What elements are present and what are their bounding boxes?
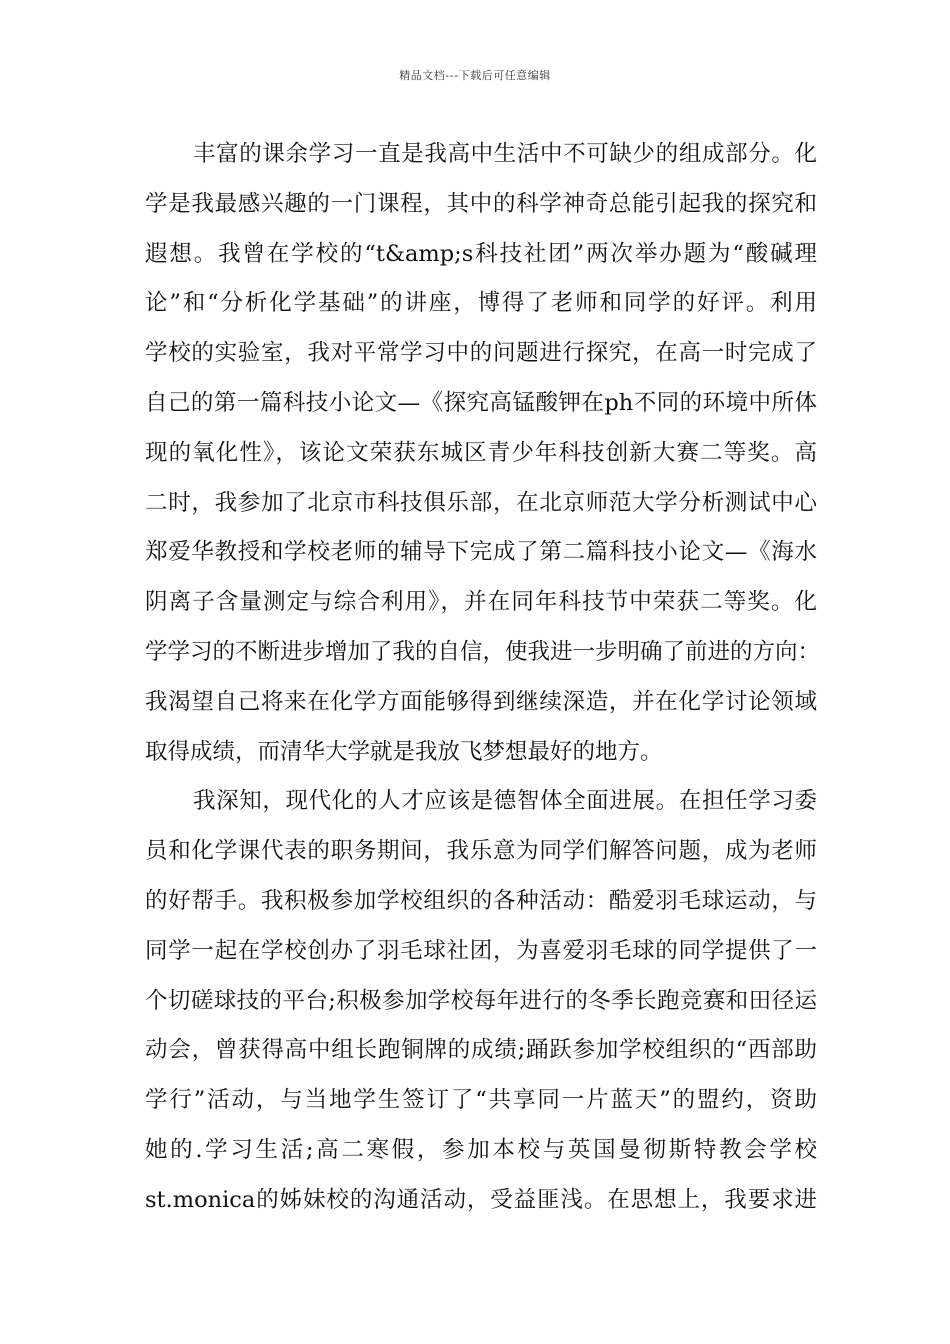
- text-line: 员和化学课代表的职务期间，我乐意为同学们解答问题，成为老师: [145, 838, 817, 865]
- paragraph-1: [145, 130, 821, 777]
- text-line: 学校的实验室，我对平常学习中的问题进行探究，在高一时完成了: [145, 340, 817, 367]
- text-line: 同学一起在学校创办了羽毛球社团，为喜爱羽毛球的同学提供了一: [145, 937, 817, 964]
- text-line: 自己的第一篇科技小论文—《探究高锰酸钾在ph不同的环境中所体: [145, 389, 817, 416]
- text-line: 二时，我参加了北京市科技俱乐部，在北京师范大学分析测试中心: [145, 489, 817, 516]
- text-line: 遐想。我曾在学校的“t&amp;s科技社团”两次举办题为“酸碱理: [145, 240, 817, 267]
- text-line: 个切磋球技的平台;积极参加学校每年进行的冬季长跑竞赛和田径运: [145, 987, 817, 1014]
- text-line: 我深知，现代化的人才应该是德智体全面进展。在担任学习委: [193, 788, 817, 815]
- text-line: 丰富的课余学习一直是我高中生活中不可缺少的组成部分。化: [193, 141, 817, 167]
- text-line: 学学习的不断进步增加了我的自信，使我进一步明确了前进的方向：: [145, 638, 821, 665]
- text-line: 学是我最感兴趣的一门课程，其中的科学神奇总能引起我的探究和: [145, 190, 817, 217]
- text-line: 现的氧化性》，该论文荣获东城区青少年科技创新大赛二等奖。高: [145, 439, 817, 466]
- text-line: 她的.学习生活;高二寒假，参加本校与英国曼彻斯特教会学校: [145, 1136, 817, 1163]
- document-body: [145, 130, 821, 1226]
- text-line: 我渴望自己将来在化学方面能够得到继续深造，并在化学讨论领域: [145, 688, 817, 715]
- text-line: 郑爱华教授和学校老师的辅导下完成了第二篇科技小论文—《海水: [145, 539, 817, 566]
- text-line: 取得成绩，而清华大学就是我放飞梦想最好的地方。: [145, 738, 663, 765]
- text-line: 论”和“分析化学基础”的讲座，博得了老师和同学的好评。利用: [145, 290, 817, 317]
- text-line: 学行”活动，与当地学生签订了“共享同一片蓝天”的盟约，资助: [145, 1087, 817, 1114]
- text-line: st.monica的姊妹校的沟通活动，受益匪浅。在思想上，我要求进: [145, 1186, 817, 1213]
- page-header: 精品文档---下载后可任意编辑: [399, 69, 551, 82]
- text-line: 阴离子含量测定与综合利用》，并在同年科技节中荣获二等奖。化: [145, 589, 817, 616]
- text-line: 的好帮手。我积极参加学校组织的各种活动：酷爱羽毛球运动，与: [145, 887, 817, 914]
- text-line: 动会，曾获得高中组长跑铜牌的成绩;踊跃参加学校组织的“西部助: [145, 1037, 817, 1064]
- paragraph-2: [145, 777, 817, 1225]
